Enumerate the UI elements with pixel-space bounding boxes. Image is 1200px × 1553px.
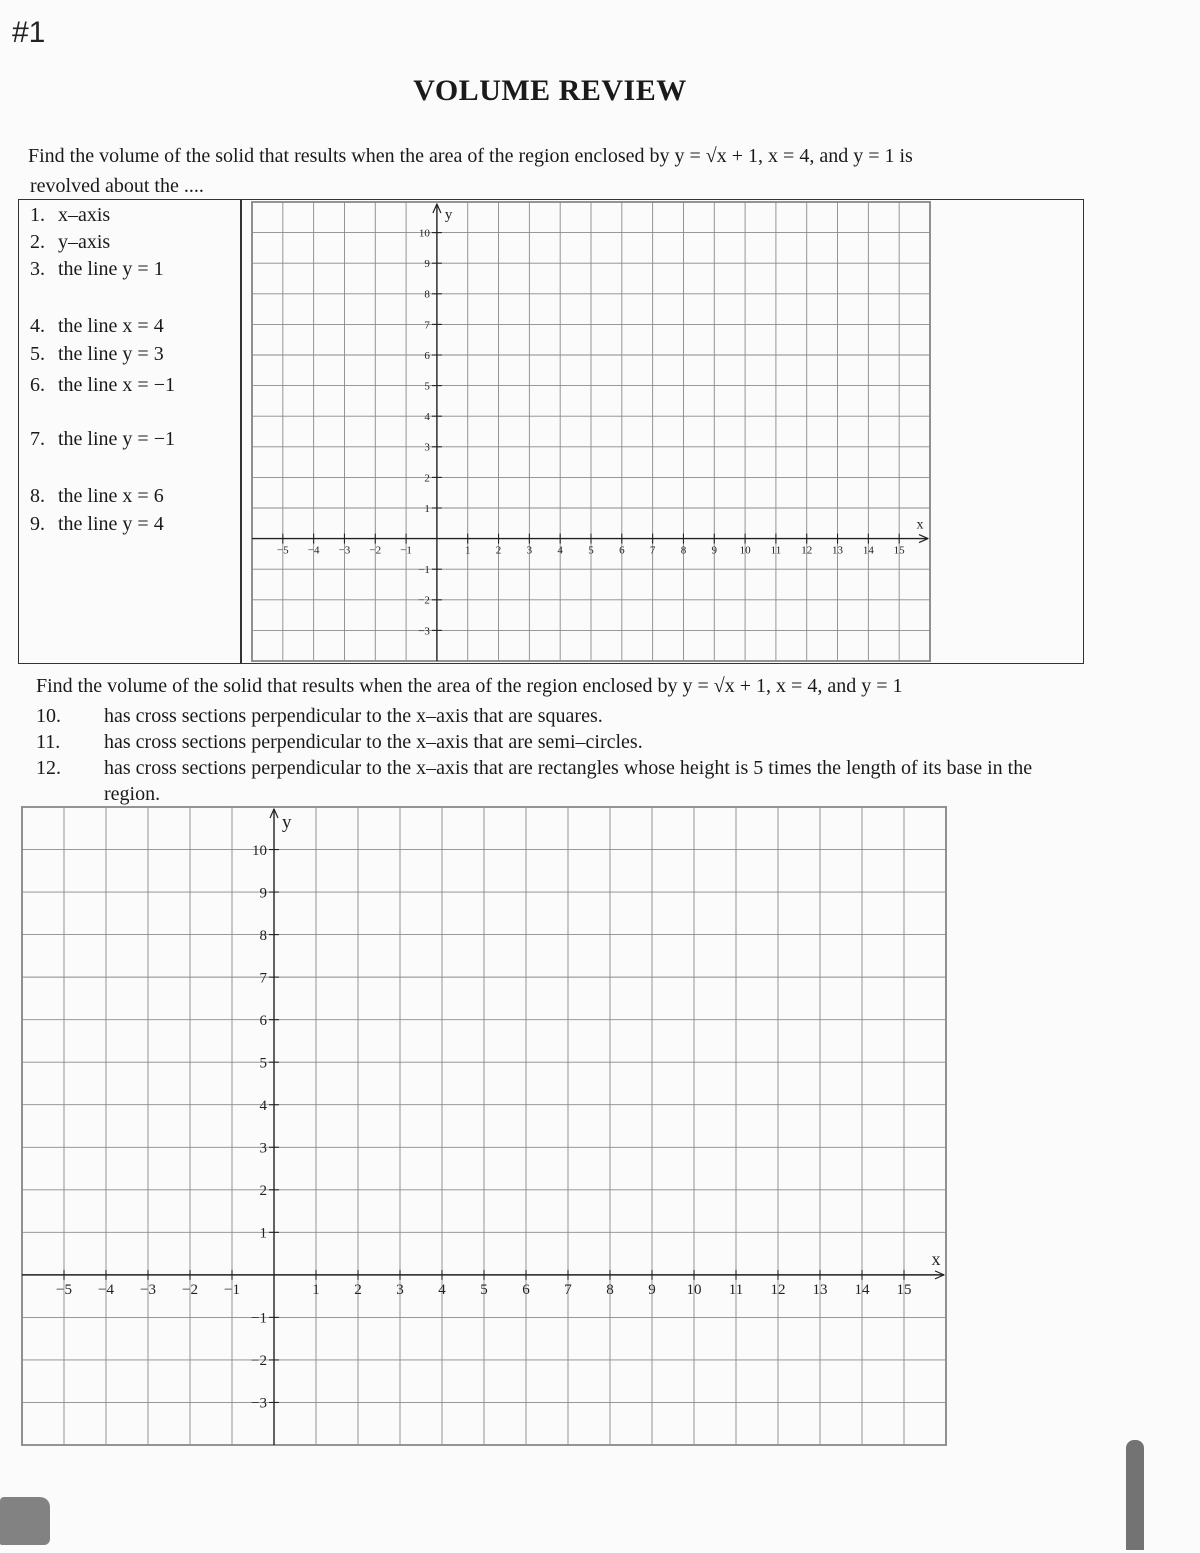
question-11 [36, 729, 1096, 755]
y-tick-label: 2 [259, 1183, 267, 1200]
question-text: has cross sections perpendicular to the x–axis that are squares. [104, 705, 603, 727]
x-tick-label: 4 [438, 1281, 446, 1298]
y-tick-label: −3 [418, 625, 430, 638]
y-tick-label: 7 [424, 319, 430, 332]
x-tick-label: 14 [862, 544, 874, 557]
x-tick-label: 1 [312, 1281, 320, 1298]
page-title: VOLUME REVIEW [413, 74, 687, 107]
y-tick-label: 3 [424, 441, 430, 454]
graph-2 [20, 805, 948, 1447]
y-tick-label: 7 [259, 970, 267, 987]
x-tick-label: 6 [522, 1281, 530, 1298]
scan-artifact [0, 1497, 50, 1545]
list-item [30, 342, 164, 366]
list-item [30, 203, 110, 227]
item-text: the line x = 4 [58, 315, 164, 337]
x-tick-label: 5 [480, 1281, 488, 1298]
x-tick-label: −3 [140, 1281, 156, 1298]
x-tick-label: 9 [648, 1281, 656, 1298]
question-text: has cross sections perpendicular to the x–axis that are semi–circles. [104, 731, 643, 753]
item-text: the line y = 4 [58, 513, 164, 535]
y-tick-label: −2 [251, 1353, 267, 1370]
section2-prompt: Find the volume of the solid that results when the area of the region enclosed by y = √x + 1, x = 4, and y = 1 [36, 675, 903, 697]
x-tick-label: 6 [619, 544, 625, 557]
y-tick-label: −1 [418, 564, 430, 577]
y-tick-label: 5 [259, 1055, 267, 1072]
item-text: the line y = 3 [58, 343, 164, 365]
item-number: 2. [30, 231, 45, 253]
list-divider [240, 199, 242, 664]
question-12 [36, 755, 1096, 807]
list-item [30, 230, 110, 254]
item-number: 6. [30, 374, 45, 396]
question-10 [36, 703, 1096, 729]
item-number: 5. [30, 343, 45, 365]
y-tick-label: 6 [424, 349, 430, 362]
x-tick-label: 14 [854, 1281, 870, 1298]
x-tick-label: 13 [832, 544, 844, 557]
x-axis-label: x [916, 517, 924, 533]
y-axis-label: y [282, 812, 292, 833]
question-number: 12. [36, 757, 61, 779]
item-text: the line x = −1 [58, 374, 175, 396]
x-tick-label: −3 [338, 544, 351, 557]
y-tick-label: 3 [259, 1140, 267, 1157]
item-text: the line x = 6 [58, 485, 164, 507]
y-tick-label: 10 [418, 227, 430, 240]
x-tick-label: 7 [649, 544, 656, 557]
x-axis-label: x [931, 1248, 941, 1269]
x-tick-label: 8 [680, 544, 687, 557]
x-tick-label: −2 [369, 544, 382, 557]
y-tick-label: 4 [259, 1097, 267, 1114]
x-tick-label: −5 [276, 544, 289, 557]
x-tick-label: 3 [396, 1281, 404, 1298]
x-tick-label: 1 [464, 544, 471, 557]
y-tick-label: 5 [424, 380, 430, 393]
x-tick-label: 10 [739, 544, 751, 557]
x-tick-label: 15 [896, 1281, 912, 1298]
list-item [30, 314, 164, 338]
y-tick-label: 6 [259, 1012, 267, 1029]
x-tick-label: 9 [711, 544, 718, 557]
x-tick-label: 11 [770, 544, 782, 557]
list-item [30, 257, 164, 281]
y-tick-label: −2 [418, 594, 430, 607]
y-tick-label: 9 [259, 885, 267, 902]
x-tick-label: 11 [728, 1281, 744, 1298]
item-number: 3. [30, 258, 45, 280]
graph-1 [250, 200, 932, 663]
x-tick-label: −5 [56, 1281, 72, 1298]
y-tick-label: 1 [424, 502, 430, 515]
list-item [30, 484, 164, 508]
x-tick-label: 13 [812, 1281, 828, 1298]
question-text: has cross sections perpendicular to the x–axis that are rectangles whose height is 5 times the length of its base in the region. [104, 757, 1033, 805]
item-text: y–axis [58, 231, 111, 253]
page-number: #1 [12, 16, 46, 49]
x-tick-label: 8 [606, 1281, 614, 1298]
section1-prompt-continued: revolved about the .... [30, 175, 204, 197]
list-item [30, 373, 175, 397]
x-tick-label: −1 [224, 1281, 240, 1298]
item-text: the line y = −1 [58, 428, 175, 450]
list-item [30, 427, 175, 451]
item-text: the line y = 1 [58, 258, 164, 280]
question-number: 11. [36, 731, 61, 753]
y-tick-label: 2 [424, 472, 430, 485]
x-tick-label: 2 [354, 1281, 362, 1298]
question-number: 10. [36, 705, 61, 727]
item-number: 7. [30, 428, 45, 450]
scan-artifact [1126, 1440, 1144, 1550]
y-axis-label: y [444, 207, 453, 223]
x-tick-label: −4 [98, 1281, 114, 1298]
x-tick-label: 15 [893, 544, 905, 557]
y-tick-label: −1 [251, 1310, 267, 1327]
x-tick-label: 12 [801, 544, 813, 557]
y-tick-label: 4 [424, 411, 430, 424]
x-tick-label: 12 [770, 1281, 786, 1298]
y-tick-label: 9 [424, 258, 430, 271]
x-tick-label: 2 [495, 544, 502, 557]
item-number: 9. [30, 513, 45, 535]
y-tick-label: 1 [259, 1225, 267, 1242]
item-number: 1. [30, 204, 45, 226]
item-text: x–axis [58, 204, 111, 226]
item-number: 4. [30, 315, 45, 337]
x-tick-label: 5 [588, 544, 594, 557]
x-tick-label: −4 [307, 544, 320, 557]
x-tick-label: −1 [400, 544, 412, 557]
x-tick-label: 7 [564, 1281, 572, 1298]
x-tick-label: 10 [686, 1281, 702, 1298]
item-number: 8. [30, 485, 45, 507]
x-tick-label: 4 [557, 544, 563, 557]
y-tick-label: 10 [252, 842, 267, 859]
y-tick-label: 8 [424, 288, 430, 301]
x-tick-label: −2 [182, 1281, 198, 1298]
list-item [30, 512, 164, 536]
section1-prompt: Find the volume of the solid that results when the area of the region enclosed by y = √x + 1, x = 4, and y = 1 is [28, 145, 913, 167]
x-tick-label: 3 [526, 544, 533, 557]
y-tick-label: −3 [251, 1395, 267, 1412]
y-tick-label: 8 [259, 927, 267, 944]
